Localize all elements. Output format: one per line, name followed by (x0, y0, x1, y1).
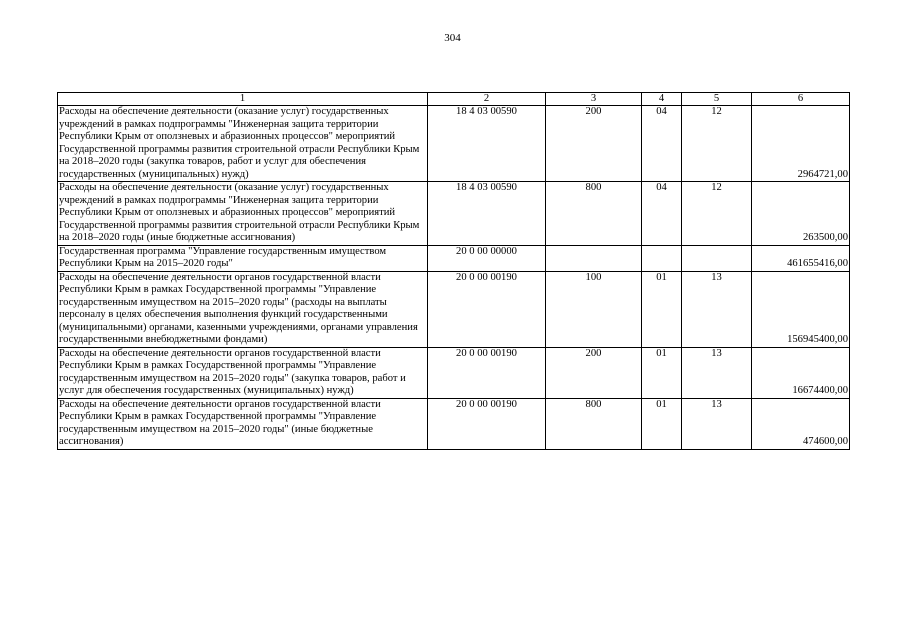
row-target-code: 20 0 00 00000 (428, 245, 546, 271)
row-description: Расходы на обеспечение деятельности (оказание услуг) государственных учреждений в рамках подпрограммы "Инженерная защита территории Республики Крым от оползневых и абразионных процессов" мероприятий Государственной программы развития строительной отрасли Республики Крым на 2018–2020 годы (иные бюджетные ассигнования) (58, 182, 428, 246)
row-subsection: 13 (682, 347, 752, 398)
column-header: 2 (428, 93, 546, 106)
row-section (642, 245, 682, 271)
column-header: 1 (58, 93, 428, 106)
row-target-code: 20 0 00 00190 (428, 347, 546, 398)
column-header: 6 (752, 93, 850, 106)
row-expense-type (546, 245, 642, 271)
row-description: Государственная программа "Управление государственным имуществом Республики Крым на 2015–2020 годы" (58, 245, 428, 271)
row-subsection: 12 (682, 106, 752, 182)
row-section: 01 (642, 271, 682, 347)
column-header: 3 (546, 93, 642, 106)
row-amount: 16674400,00 (752, 347, 850, 398)
row-amount: 263500,00 (752, 182, 850, 246)
row-amount: 156945400,00 (752, 271, 850, 347)
row-amount: 461655416,00 (752, 245, 850, 271)
row-amount: 474600,00 (752, 398, 850, 449)
table-row (58, 106, 850, 182)
column-header: 4 (642, 93, 682, 106)
row-target-code: 20 0 00 00190 (428, 398, 546, 449)
row-expense-type: 800 (546, 398, 642, 449)
row-expense-type: 100 (546, 271, 642, 347)
row-section: 04 (642, 182, 682, 246)
row-description: Расходы на обеспечение деятельности органов государственной власти Республики Крым в рамках Государственной программы "Управление государственным имуществом на 2015–2020 годы" (расходы на выплаты персоналу в целях обеспечения выполнения функций государственными (муниципальными) органами, казенными учреждениями, органами управления государственными внебюджетными фондами) (58, 271, 428, 347)
header-row (58, 93, 850, 106)
row-target-code: 18 4 03 00590 (428, 106, 546, 182)
page-number: 304 (444, 32, 461, 44)
row-section: 01 (642, 347, 682, 398)
column-header: 5 (682, 93, 752, 106)
table-row (58, 271, 850, 347)
row-subsection: 13 (682, 398, 752, 449)
row-description: Расходы на обеспечение деятельности органов государственной власти Республики Крым в рамках Государственной программы "Управление государственным имуществом на 2015–2020 годы" (закупка товаров, работ и услуг для обеспечения государственных (муниципальных) нужд) (58, 347, 428, 398)
row-description: Расходы на обеспечение деятельности органов государственной власти Республики Крым в рамках Государственной программы "Управление государственным имуществом на 2015–2020 годы" (иные бюджетные ассигнования) (58, 398, 428, 449)
budget-table (57, 92, 850, 450)
table-row (58, 347, 850, 398)
row-target-code: 18 4 03 00590 (428, 182, 546, 246)
row-expense-type: 200 (546, 347, 642, 398)
row-subsection: 13 (682, 271, 752, 347)
row-amount: 2964721,00 (752, 106, 850, 182)
row-expense-type: 200 (546, 106, 642, 182)
row-target-code: 20 0 00 00190 (428, 271, 546, 347)
table-row (58, 245, 850, 271)
row-section: 01 (642, 398, 682, 449)
row-expense-type: 800 (546, 182, 642, 246)
table-row (58, 182, 850, 246)
row-subsection (682, 245, 752, 271)
table-row (58, 398, 850, 449)
row-section: 04 (642, 106, 682, 182)
row-subsection: 12 (682, 182, 752, 246)
row-description: Расходы на обеспечение деятельности (оказание услуг) государственных учреждений в рамках подпрограммы "Инженерная защита территории Республики Крым от оползневых и абразионных процессов" мероприятий Государственной программы развития строительной отрасли Республики Крым на 2018–2020 годы (закупка товаров, работ и услуг для обеспечения государственных (муниципальных) нужд) (58, 106, 428, 182)
